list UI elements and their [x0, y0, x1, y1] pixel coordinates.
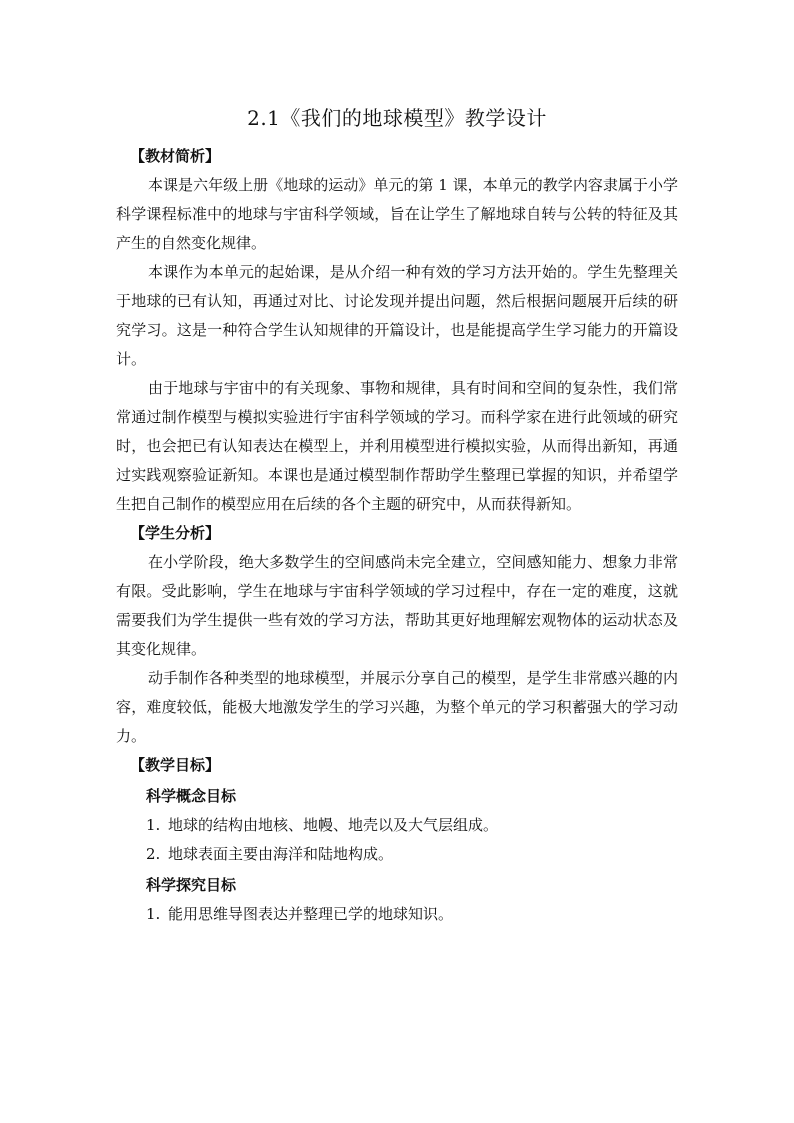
subheading-concept-goals: 科学概念目标: [146, 787, 237, 805]
list-item: [116, 840, 678, 869]
section-heading-goals: 【教学目标】: [130, 756, 221, 774]
list-item-text: 地球的结构由地核、地幔、地壳以及大气层组成。: [168, 816, 499, 834]
students-paragraph: 动手制作各种类型的地球模型，并展示分享自己的模型，是学生非常感兴趣的内容，难度较低，能极大地激发学生的学习兴趣，为整个单元的学习积蓄强大的学习动力。: [116, 669, 678, 745]
section-heading-textbook: 【教材简析】: [130, 147, 221, 165]
list-item-number: 1.: [146, 816, 161, 834]
list-item-text: 能用思维导图表达并整理已学的地球知识。: [168, 905, 454, 923]
list-item: [116, 811, 678, 840]
textbook-paragraph: 本课是六年级上册《地球的运动》单元的第 1 课，本单元的教学内容隶属于小学科学课程标准中的地球与宇宙科学领域，旨在让学生了解地球自转与公转的特征及其产生的自然变化规律。: [116, 176, 678, 252]
document-body: [116, 142, 678, 929]
students-paragraph: 在小学阶段，绝大多数学生的空间感尚未完全建立，空间感知能力、想象力非常有限。受此影响，学生在地球与宇宙科学领域的学习过程中，存在一定的难度，这就需要我们为学生提供一些有效的学习方法，帮助其更好地理解宏观物体的运动状态及其变化规律。: [116, 553, 678, 658]
list-item: [116, 900, 678, 929]
textbook-paragraph: 本课作为本单元的起始课，是从介绍一种有效的学习方法开始的。学生先整理关于地球的已有认知，再通过对比、讨论发现并提出问题，然后根据问题展开后续的研究学习。这是一种符合学生认知规律的开篇设计，也是能提高学生学习能力的开篇设计。: [116, 263, 678, 368]
subheading-inquiry-goals: 科学探究目标: [146, 876, 237, 894]
page-title: 2.1《我们的地球模型》教学设计: [247, 106, 547, 130]
section-heading-students: 【学生分析】: [130, 524, 221, 542]
list-item-number: 2.: [146, 845, 161, 863]
textbook-paragraph: 由于地球与宇宙中的有关现象、事物和规律，具有时间和空间的复杂性，我们常常通过制作模型与模拟实验进行宇宙科学领域的学习。而科学家在进行此领域的研究时，也会把已有认知表达在模型上，并利用模型进行模拟实验，从而得出新知，再通过实践观察验证新知。本课也是通过模型制作帮助学生整理已掌握的知识，并希望学生把自己制作的模型应用在后续的各个主题的研究中，从而获得新知。: [116, 379, 678, 513]
list-item-number: 1.: [146, 905, 161, 923]
list-item-text: 地球表面主要由海洋和陆地构成。: [168, 845, 394, 863]
